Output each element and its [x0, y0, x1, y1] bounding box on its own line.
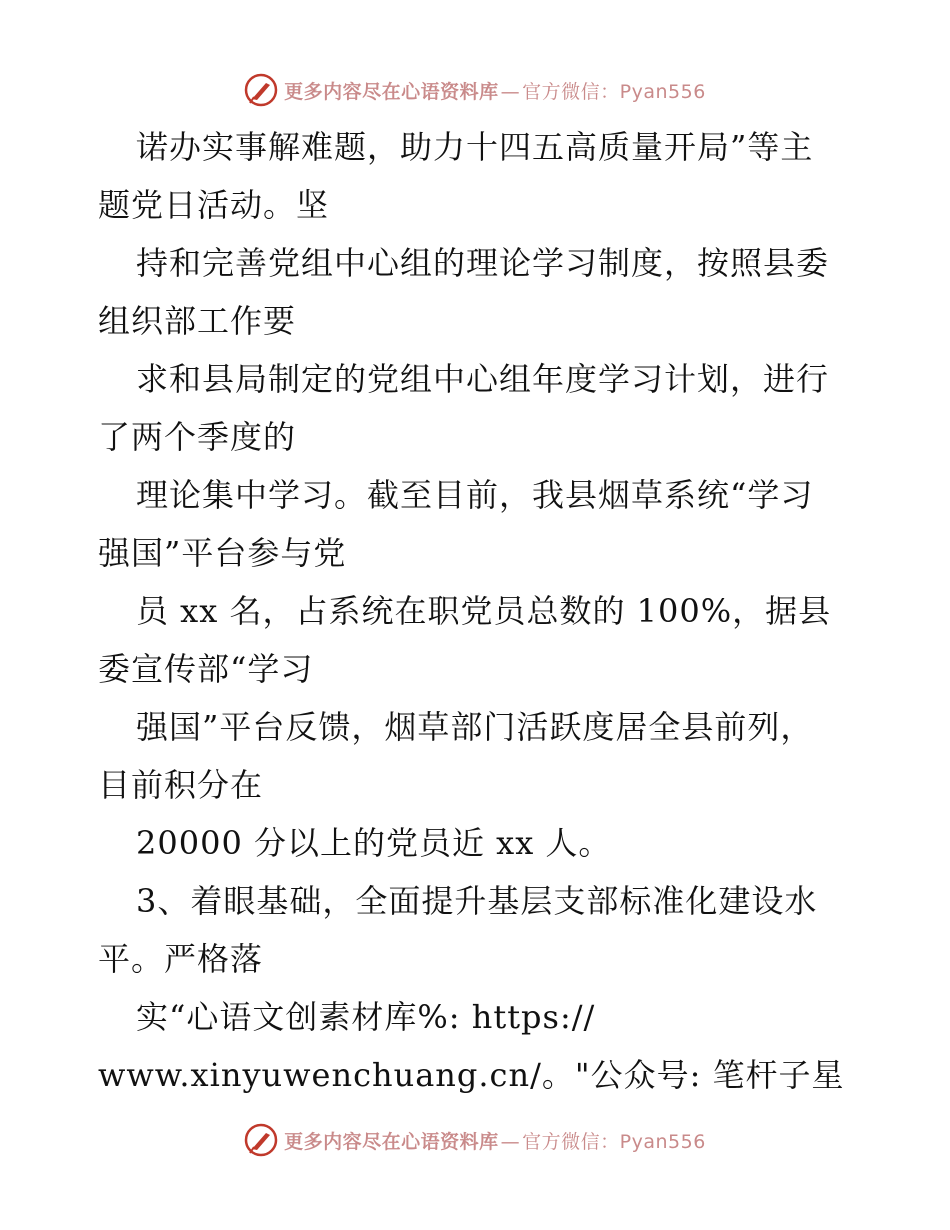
footer-banner-label: 更多内容尽在心语资料库 — [284, 1130, 499, 1153]
body-line: 20000 分以上的党员近 xx 人。 — [136, 824, 612, 862]
body-line: 强国”平台反馈，烟草部门活跃度居全县前列， — [136, 708, 814, 746]
body-line: 持和完善党组中心组的理论学习制度，按照县委 — [136, 244, 830, 282]
body-line: 诺办实事解难题，助力十四五高质量开局”等主 — [136, 128, 814, 166]
footer-banner — [0, 1118, 950, 1162]
body-line: 员 xx 名，占系统在职党员总数的 100%，据县 — [136, 592, 832, 630]
footer-banner-text — [284, 1127, 706, 1154]
footer-banner-contact: 官方微信：Pyan556 — [522, 1130, 706, 1153]
body-line: 强国”平台参与党 — [98, 534, 347, 572]
body-line: 了两个季度的 — [98, 418, 297, 456]
body-line: 题党日活动。坚 — [98, 186, 330, 224]
quill-logo-icon — [244, 73, 278, 107]
body-line: 平。严格落 — [98, 940, 264, 978]
body-line: 委宣传部“学习 — [98, 650, 314, 688]
body-line: 理论集中学习。截至目前，我县烟草系统“学习 — [136, 476, 814, 514]
body-line: 求和县局制定的党组中心组年度学习计划，进行 — [136, 360, 830, 398]
body-line: 实“心语文创素材库%: https:// — [136, 998, 596, 1036]
header-banner — [0, 68, 950, 112]
header-banner-label: 更多内容尽在心语资料库 — [284, 80, 499, 103]
header-banner-contact: 官方微信：Pyan556 — [522, 80, 706, 103]
header-banner-text — [284, 77, 706, 104]
body-line: 组织部工作要 — [98, 302, 297, 340]
body-line: 目前积分在 — [98, 766, 264, 804]
header-banner-dash: — — [500, 80, 521, 103]
document-body — [98, 118, 858, 1104]
footer-banner-dash: — — [500, 1130, 521, 1153]
body-line: www.xinyuwenchuang.cn/。"公众号: 笔杆子星 — [98, 1056, 845, 1094]
body-line: 3、着眼基础，全面提升基层支部标准化建设水 — [136, 882, 818, 920]
quill-logo-icon — [244, 1123, 278, 1157]
